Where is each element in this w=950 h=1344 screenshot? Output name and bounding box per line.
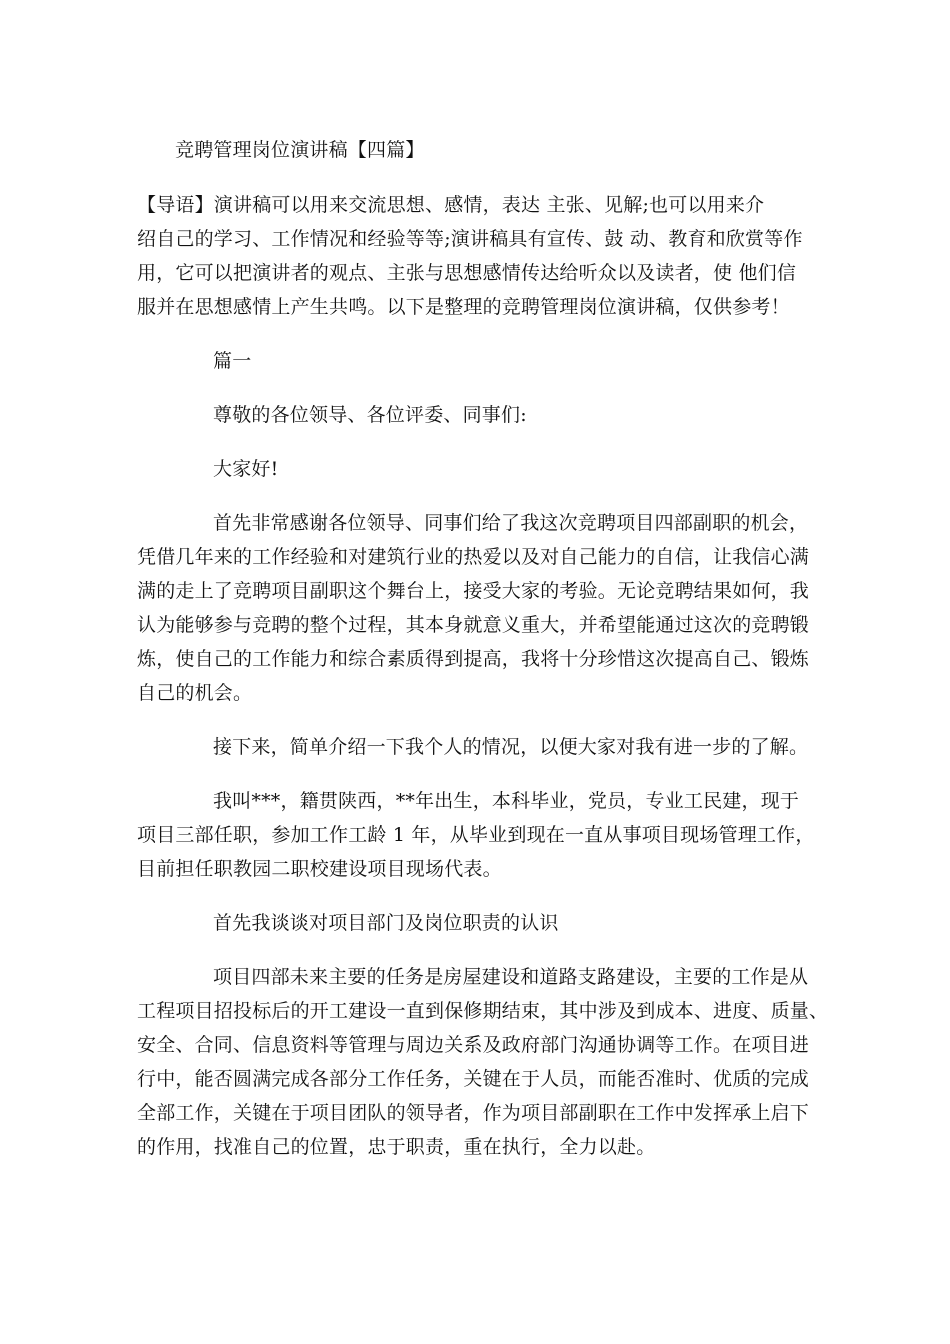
subheading: 首先我谈谈对项目部门及岗位职责的认识 bbox=[213, 912, 559, 934]
paragraph-line: 工程项目招投标后的开工建设一直到保修期结束，其中涉及到成本、进度、质量、 bbox=[137, 1000, 829, 1022]
paragraph-line: 首先非常感谢各位领导、同事们给了我这次竞聘项目四部副职的机会， bbox=[213, 512, 809, 534]
paragraph-line: 安全、合同、信息资料等管理与周边关系及政府部门沟通协调等工作。在项目进 bbox=[137, 1034, 810, 1056]
paragraph-line: 自己的机会。 bbox=[137, 682, 253, 704]
paragraph-line: 我叫***，籍贯陕西，**年出生，本科毕业，党员，专业工民建，现于 bbox=[213, 790, 800, 812]
intro-line: 【导语】演讲稿可以用来交流思想、感情，表达 主张、见解;也可以用来介 bbox=[137, 194, 765, 216]
paragraph-line: 目前担任职教园二职校建设项目现场代表。 bbox=[137, 858, 502, 880]
intro-line: 用，它可以把演讲者的观点、主张与思想感情传达给听众以及读者，使 他们信 bbox=[137, 262, 797, 284]
greeting: 大家好! bbox=[213, 458, 279, 480]
paragraph-2: 接下来，简单介绍一下我个人的情况，以便大家对我有进一步的了解。 bbox=[213, 736, 809, 758]
salutation: 尊敬的各位领导、各位评委、同事们: bbox=[213, 404, 527, 426]
paragraph-line: 项目四部未来主要的任务是房屋建设和道路支路建设，主要的工作是从 bbox=[213, 966, 809, 988]
paragraph-line: 全部工作，关键在于项目团队的领导者，作为项目部副职在工作中发挥承上启下 bbox=[137, 1102, 810, 1124]
paragraph-line: 认为能够参与竞聘的整个过程，其本身就意义重大，并希望能通过这次的竞聘锻 bbox=[137, 614, 810, 636]
intro-line: 服并在思想感情上产生共鸣。以下是整理的竞聘管理岗位演讲稿，仅供参考！ bbox=[137, 296, 790, 318]
paragraph-line: 行中，能否圆满完成各部分工作任务，关键在于人员，而能否准时、优质的完成 bbox=[137, 1068, 810, 1090]
paragraph-line: 项目三部任职，参加工作工龄 1 年，从毕业到现在一直从事项目现场管理工作， bbox=[137, 824, 815, 846]
paragraph-line: 炼，使自己的工作能力和综合素质得到提高，我将十分珍惜这次提高自己、锻炼 bbox=[137, 648, 810, 670]
intro-line: 绍自己的学习、工作情况和经验等等;演讲稿具有宣传、鼓 动、教育和欣赏等作 bbox=[137, 228, 803, 250]
paragraph-line: 凭借几年来的工作经验和对建筑行业的热爱以及对自己能力的自信，让我信心满 bbox=[137, 546, 810, 568]
document-title: 竞聘管理岗位演讲稿【四篇】 bbox=[175, 139, 425, 161]
section-heading: 篇一 bbox=[213, 350, 252, 372]
paragraph-line: 满的走上了竞聘项目副职这个舞台上，接受大家的考验。无论竞聘结果如何，我 bbox=[137, 580, 810, 602]
paragraph-line: 的作用，找准自己的位置，忠于职责，重在执行，全力以赴。 bbox=[137, 1136, 656, 1158]
